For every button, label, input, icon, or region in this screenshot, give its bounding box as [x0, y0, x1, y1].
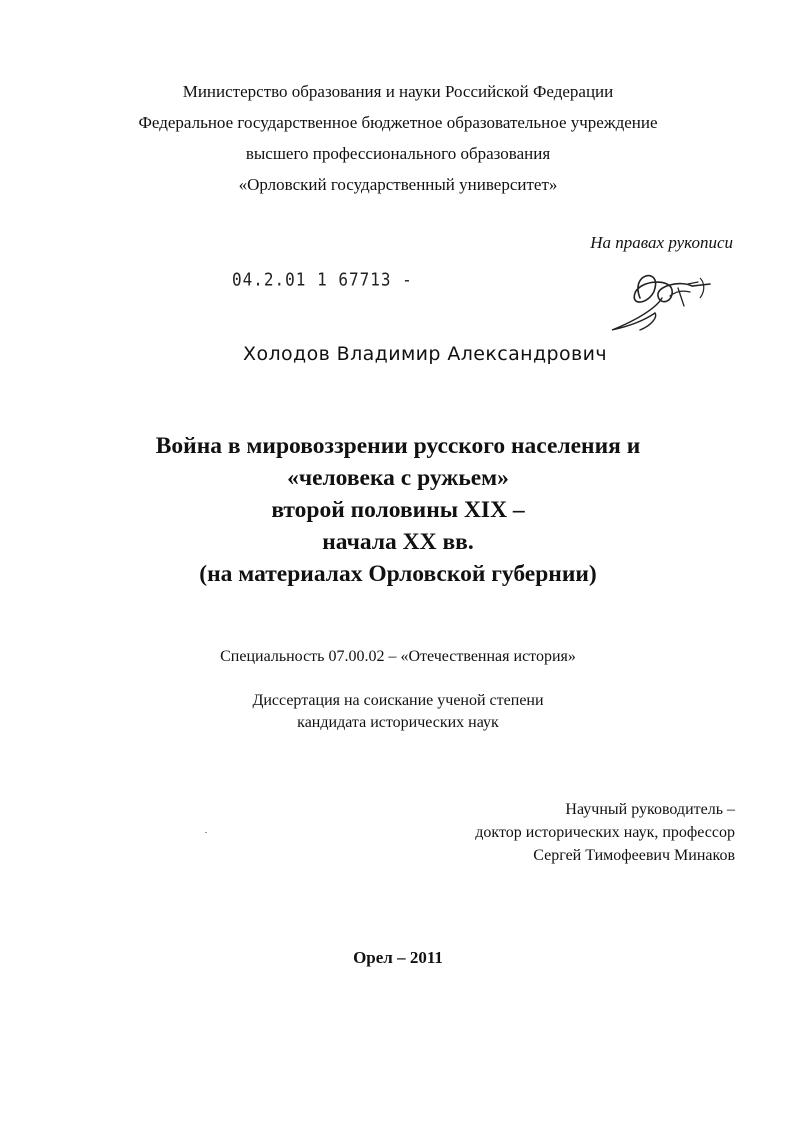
- title-line: «человека с ружьем»: [287, 465, 509, 491]
- institution-header: [0, 76, 796, 200]
- degree-line-2: кандидата исторических наук: [297, 714, 499, 731]
- author-name: Холодов Владимир Александрович: [243, 343, 607, 365]
- scan-speck: [205, 832, 207, 833]
- supervisor-role: Научный руководитель –: [565, 801, 735, 818]
- supervisor-block: [475, 798, 735, 867]
- degree-line-1: Диссертация на соискание ученой степени: [252, 692, 544, 709]
- registration-stamp-number: 04.2.01 1 67713 -: [232, 268, 413, 291]
- education-level-line: высшего профессионального образования: [245, 144, 551, 163]
- institution-type-line: Федеральное государственное бюджетное образовательное учреждение: [138, 113, 658, 132]
- handwritten-signature: [600, 268, 730, 338]
- ministry-line: Министерство образования и науки Российской Федерации: [182, 82, 614, 101]
- degree-statement: [0, 690, 796, 734]
- supervisor-credentials: доктор исторических наук, профессор: [475, 824, 735, 841]
- city-year: Орел – 2011: [353, 948, 443, 967]
- dissertation-title: [0, 430, 796, 590]
- title-line: второй половины XIX –: [271, 497, 525, 523]
- specialty-line: Специальность 07.00.02 – «Отечественная история»: [220, 648, 576, 665]
- title-line: начала XX вв.: [322, 529, 474, 555]
- university-name-line: «Орловский государственный университет»: [238, 175, 558, 194]
- rights-note: На правах рукописи: [590, 233, 733, 252]
- title-line: (на материалах Орловской губернии): [199, 561, 597, 587]
- title-line: Война в мировоззрении русского населения и: [155, 433, 641, 459]
- supervisor-name: Сергей Тимофеевич Минаков: [533, 847, 735, 864]
